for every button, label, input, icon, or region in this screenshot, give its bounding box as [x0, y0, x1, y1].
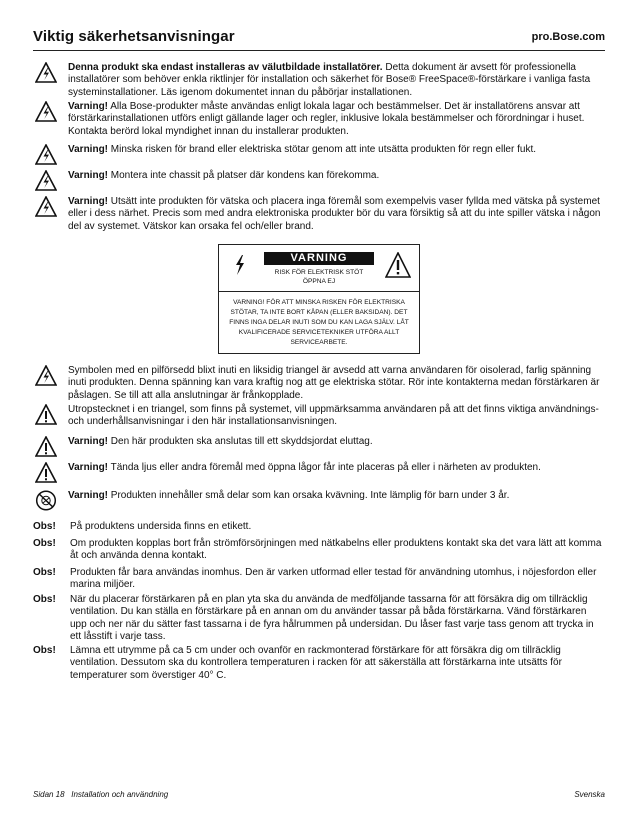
page-header: [33, 26, 605, 51]
note-label: Obs!: [33, 521, 56, 532]
label-subtitle: RISK FÖR ELEKTRISK STÖT ÖPPNA EJ: [274, 269, 364, 285]
warning-text: Utsätt inte produkten för vätska och placera inga föremål som exempelvis vaser fyllda med vätska på systemet eller i dess närhet. Precis som med andra elektroniska produkter bör du vara försiktig så att du inte spiller vätska i någon del av systemet. Vätskor kan orsaka fel och/eller brand.: [68, 196, 601, 232]
exclamation-triangle-icon: [35, 436, 57, 457]
lightning-triangle-icon: [35, 101, 57, 122]
lightning-triangle-icon: [35, 62, 57, 83]
note-text: Produkten får bara användas inomhus. Den är varken utformad eller testad för användning utomhus, i nöjesfordon eller marina miljöer.: [70, 567, 597, 591]
note-text: Om produkten kopplas bort från strömförsörjningen med nätkabelns eller produktens kontakt ska det vara lätt att komma åt och använda denna kontakt.: [70, 538, 602, 562]
warning-lead: Denna produkt ska endast installeras av välutbildade installatörer.: [68, 62, 383, 73]
warning-lead: Varning!: [68, 101, 109, 112]
label-body: VARNING! FÖR ATT MINSKA RISKEN FÖR ELEKTRISKA STÖTAR, TA INTE BORT KÅPAN (ELLER BAKSIDAN). DET FINNS INGA DELAR INUTI SOM DU KAN LAGA SJÄLV. LÅT KVALIFICERADE SERVICETEKNIKER UTFÖRA ALLT SERVICEARBETE.: [229, 299, 409, 346]
note-label: Obs!: [33, 645, 56, 656]
symbol-text: Produkten innehåller små delar som kan orsaka kvävning. Inte lämplig för barn under 3 år.: [108, 490, 510, 501]
warning-label: [218, 244, 420, 354]
warning-lead: Varning!: [68, 490, 109, 501]
symbol-text: Utropstecknet i en triangel, som finns på systemet, vill uppmärksamma användaren på att det finns viktiga användnings- och underhållsanvisningar i den här installationsanvisningen.: [68, 404, 599, 428]
lightning-triangle-icon: [35, 170, 57, 191]
note-label: Obs!: [33, 567, 56, 578]
warning-lead: Varning!: [68, 462, 109, 473]
site-url: pro.Bose.com: [531, 31, 605, 43]
lightning-bolt-icon: [229, 254, 251, 276]
exclamation-triangle-icon: [35, 462, 57, 483]
choking-hazard-icon: [35, 490, 57, 511]
warning-text: Montera inte chassit på platser där kondens kan förekomma.: [108, 170, 380, 181]
exclamation-triangle-icon: [385, 252, 411, 278]
note-label: Obs!: [33, 538, 56, 549]
exclamation-triangle-icon: [35, 404, 57, 425]
warning-lead: Varning!: [68, 144, 109, 155]
footer-page-info: Sidan 18 Installation och användning: [33, 790, 169, 799]
warning-text: Alla Bose-produkter måste användas enligt lokala lagar och bestämmelser. Det är installatörens ansvar att förstärkarinstallationen utförs enligt gällande lager och regler, inklusive lokala bestämmelser och förordningar i huset. Kontakta berörd lokal myndighet innan du installerar produkten.: [68, 101, 585, 137]
symbol-text: Symbolen med en pilförsedd blixt inuti en liksidig triangel är avsedd att varna användaren för oisolerad, farlig spänning inuti produkten. Denna spänning kan vara kraftig nog att ge elektriska stötar. Rör inte kontakterna medan förstärkaren är påslagen. Se till att alla anslutningar är frånkopplade.: [68, 365, 600, 401]
symbol-text: Tända ljus eller andra föremål med öppna lågor får inte placeras på eller i närheten av produkten.: [108, 462, 541, 473]
note-label: Obs!: [33, 594, 56, 605]
symbol-text: Den här produkten ska anslutas till ett skyddsjordat eluttag.: [108, 436, 373, 447]
page-title: Viktig säkerhetsanvisningar: [33, 28, 235, 45]
note-text: Lämna ett utrymme på ca 5 cm under och ovanför en rackmonterad förstärkare för att försäkra dig om tillräcklig ventilation. Dessutom ska du kontrollera temperaturen i racken för att säkerställa att förstärkarna inte utsätts för temperaturer som överstiger 40° C.: [70, 645, 562, 681]
label-banner: VARNING: [264, 252, 374, 265]
note-text: När du placerar förstärkaren på en plan yta ska du använda de medföljande tassarna för att försäkra dig om tillräcklig ventilation. Du kan ställa en förstärkare på en annan om du använder tassar på båda förstärkarna. Vänd förstärkaren upp och ner när du sätter fast tassarna i de fyra hålrummen på undersidan. Du låser fast varje tass genom att trycka in ett låsstift i varje tass.: [70, 594, 594, 642]
lightning-triangle-icon: [35, 196, 57, 217]
warning-text: Detta dokument är avsett för professionella installatörer som behöver enkla riktlinjer för installation och säkerhet för Bose® FreeSpace®-förstärkare i vanliga fasta systeminstallationer. Läs igenom dokumentet innan du påbörjar installationen.: [68, 62, 591, 98]
warning-lead: Varning!: [68, 436, 109, 447]
warning-lead: Varning!: [68, 170, 109, 181]
lightning-triangle-icon: [35, 144, 57, 165]
note-text: På produktens undersida finns en etikett.: [70, 521, 252, 532]
footer-language: Svenska: [574, 790, 605, 799]
lightning-triangle-icon: [35, 365, 57, 386]
warning-lead: Varning!: [68, 196, 109, 207]
warning-text: Minska risken för brand eller elektriska stötar genom att inte utsätta produkten för regn eller fukt.: [108, 144, 536, 155]
